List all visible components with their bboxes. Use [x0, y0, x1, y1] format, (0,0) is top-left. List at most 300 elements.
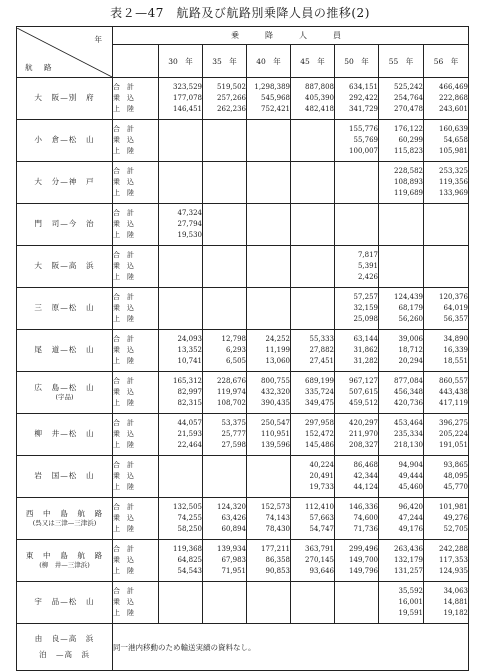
value-cell — [203, 582, 247, 624]
value: 253,325 — [439, 167, 468, 176]
value — [379, 230, 423, 241]
type-label: 乗 込 — [113, 472, 134, 481]
value: 31,282 — [353, 356, 378, 365]
value: 297,958 — [305, 419, 334, 428]
value — [203, 261, 246, 272]
route-cell — [17, 582, 113, 624]
type-label: 上 陸 — [113, 566, 134, 575]
value: 82,315 — [177, 398, 202, 407]
value: 133,969 — [439, 188, 468, 197]
value-cell — [159, 414, 203, 456]
route-name: 大 阪—高 浜 — [34, 261, 95, 271]
value: 108,893 — [394, 178, 423, 187]
value-cell — [159, 372, 203, 414]
value: 18,712 — [398, 346, 423, 355]
table-row — [17, 120, 469, 162]
value — [291, 177, 334, 188]
value: 63,144 — [353, 335, 378, 344]
value-cell — [335, 120, 379, 162]
value-cell — [159, 540, 203, 582]
value: 160,639 — [439, 125, 468, 134]
table-row — [17, 288, 469, 330]
value: 456,348 — [394, 388, 423, 397]
value-cell — [379, 582, 424, 624]
type-label: 合 計 — [113, 461, 134, 470]
value-cell — [335, 456, 379, 498]
value — [291, 208, 334, 219]
type-label: 上 陸 — [113, 188, 134, 197]
type-labels-cell — [113, 498, 159, 540]
value: 119,689 — [394, 188, 423, 197]
value — [291, 250, 334, 261]
value — [247, 124, 290, 135]
type-label: 乗 込 — [113, 346, 134, 355]
value: 49,444 — [398, 472, 423, 481]
value — [247, 586, 290, 597]
value — [159, 250, 202, 261]
value: 13,060 — [265, 356, 290, 365]
value: 108,702 — [217, 398, 246, 407]
value-cell — [291, 540, 335, 582]
value: 124,935 — [439, 566, 468, 575]
value — [159, 177, 202, 188]
value: 68,179 — [398, 304, 423, 313]
type-label: 上 陸 — [113, 146, 134, 155]
value: 117,353 — [439, 556, 468, 565]
type-label: 合 計 — [113, 83, 134, 92]
value: 100,007 — [349, 146, 378, 155]
type-label: 乗 込 — [113, 598, 134, 607]
route-cell — [17, 330, 113, 372]
value: 6,505 — [225, 356, 246, 365]
table-row — [17, 540, 469, 582]
value: 800,755 — [261, 377, 290, 386]
value — [424, 230, 468, 241]
value — [203, 177, 246, 188]
value — [203, 292, 246, 303]
value: 55,769 — [353, 136, 378, 145]
value: 105,981 — [439, 146, 468, 155]
value-cell — [291, 582, 335, 624]
value-cell — [203, 456, 247, 498]
value: 545,968 — [261, 94, 290, 103]
value: 47,244 — [398, 514, 423, 523]
value-cell — [247, 456, 291, 498]
value-cell — [247, 246, 291, 288]
value: 420,297 — [349, 419, 378, 428]
value-cell — [379, 162, 424, 204]
value: 242,288 — [439, 545, 468, 554]
value: 67,983 — [221, 556, 246, 565]
value-cell — [424, 456, 469, 498]
value — [379, 250, 423, 261]
value: 13,352 — [177, 346, 202, 355]
value — [159, 292, 202, 303]
value-cell — [424, 498, 469, 540]
value: 16,001 — [398, 598, 423, 607]
value: 132,179 — [394, 556, 423, 565]
type-label: 上 陸 — [113, 230, 134, 239]
value: 78,430 — [265, 524, 290, 533]
value-cell — [424, 582, 469, 624]
value-cell — [159, 162, 203, 204]
value-cell — [203, 414, 247, 456]
value — [335, 166, 378, 177]
value: 176,122 — [394, 125, 423, 134]
value-cell — [335, 414, 379, 456]
value: 405,390 — [305, 94, 334, 103]
value: 139,596 — [261, 440, 290, 449]
page-title: 表２—47 航路及び航路別乗降人員の推移(2) — [110, 6, 370, 20]
value — [247, 166, 290, 177]
type-label: 合 計 — [113, 545, 134, 554]
value: 93,646 — [309, 566, 334, 575]
value — [247, 303, 290, 314]
type-label: 乗 込 — [113, 136, 134, 145]
value — [203, 586, 246, 597]
value-cell — [203, 498, 247, 540]
type-labels-cell — [113, 414, 159, 456]
value — [159, 482, 202, 493]
value: 49,276 — [443, 514, 468, 523]
value-cell — [379, 540, 424, 582]
value-cell — [247, 582, 291, 624]
value: 341,729 — [349, 104, 378, 113]
value-cell — [291, 498, 335, 540]
value: 115,823 — [394, 146, 423, 155]
route-cell — [17, 288, 113, 330]
value — [203, 230, 246, 241]
value — [379, 219, 423, 230]
value: 177,078 — [173, 94, 202, 103]
route-name: 尾 道—松 山 — [34, 345, 95, 355]
value-cell — [247, 330, 291, 372]
value: 57,257 — [353, 293, 378, 302]
value: 119,974 — [217, 388, 246, 397]
value-cell — [335, 162, 379, 204]
value-cell — [159, 204, 203, 246]
type-label: 上 陸 — [113, 440, 134, 449]
type-label: 上 陸 — [113, 482, 134, 491]
value — [159, 471, 202, 482]
route-subname: (宇品) — [55, 393, 74, 402]
value-cell — [247, 540, 291, 582]
route-name: 三 原—松 山 — [34, 303, 95, 313]
value-cell — [379, 330, 424, 372]
value: 519,502 — [217, 83, 246, 92]
value — [159, 608, 202, 619]
value — [247, 471, 290, 482]
passenger-table — [16, 26, 469, 671]
value: 257,266 — [217, 94, 246, 103]
route-cell — [17, 78, 113, 120]
type-label: 合 計 — [113, 167, 134, 176]
type-labels-cell — [113, 78, 159, 120]
value-cell — [247, 162, 291, 204]
value: 40,224 — [309, 461, 334, 470]
value-cell — [291, 414, 335, 456]
value — [335, 219, 378, 230]
value-cell — [291, 162, 335, 204]
value-cell — [424, 330, 469, 372]
type-labels-cell — [113, 204, 159, 246]
route-cell — [17, 120, 113, 162]
value — [335, 608, 378, 619]
value — [247, 460, 290, 471]
value-cell — [291, 330, 335, 372]
value: 860,557 — [439, 377, 468, 386]
value — [291, 124, 334, 135]
type-label: 上 陸 — [113, 356, 134, 365]
route-axis-label: 航 路 — [25, 62, 54, 72]
value-cell — [247, 414, 291, 456]
value-cell — [424, 414, 469, 456]
value: 52,705 — [443, 524, 468, 533]
value-cell — [379, 414, 424, 456]
type-label: 合 計 — [113, 587, 134, 596]
value-cell — [291, 372, 335, 414]
value — [203, 219, 246, 230]
value — [291, 597, 334, 608]
value: 53,375 — [221, 419, 246, 428]
value — [159, 272, 202, 283]
value: 20,491 — [309, 472, 334, 481]
value: 55,333 — [309, 335, 334, 344]
value: 19,591 — [398, 608, 423, 617]
table-row — [17, 78, 469, 120]
value: 63,426 — [221, 514, 246, 523]
value: 124,320 — [217, 503, 246, 512]
value — [203, 597, 246, 608]
value — [247, 208, 290, 219]
value — [291, 261, 334, 272]
value-cell — [335, 330, 379, 372]
value — [247, 292, 290, 303]
value: 262,236 — [217, 104, 246, 113]
value: 35,592 — [398, 587, 423, 596]
type-label: 上 陸 — [113, 524, 134, 533]
value — [335, 597, 378, 608]
value — [335, 586, 378, 597]
type-column-header — [113, 45, 159, 78]
value: 299,496 — [349, 545, 378, 554]
value — [159, 460, 202, 471]
type-label: 上 陸 — [113, 608, 134, 617]
value: 74,255 — [177, 514, 202, 523]
value: 208,327 — [349, 440, 378, 449]
value-cell — [424, 162, 469, 204]
value: 74,600 — [353, 514, 378, 523]
value-cell — [335, 540, 379, 582]
value: 228,676 — [217, 377, 246, 386]
value: 634,151 — [349, 83, 378, 92]
value — [291, 292, 334, 303]
value — [291, 230, 334, 241]
value — [203, 272, 246, 283]
value-cell — [203, 78, 247, 120]
value-cell — [291, 456, 335, 498]
note-route-cell — [17, 624, 113, 671]
value — [335, 177, 378, 188]
value-cell — [159, 456, 203, 498]
value: 110,951 — [261, 430, 290, 439]
value: 60,299 — [398, 136, 423, 145]
value: 432,320 — [261, 388, 290, 397]
type-label: 合 計 — [113, 209, 134, 218]
value: 27,882 — [309, 346, 334, 355]
table-row — [17, 162, 469, 204]
value: 101,981 — [439, 503, 468, 512]
table-row — [17, 204, 469, 246]
value-cell — [203, 204, 247, 246]
value-cell — [379, 78, 424, 120]
value: 57,663 — [309, 514, 334, 523]
route-name: 大 分—神 戸 — [34, 177, 95, 187]
value-cell — [379, 372, 424, 414]
value — [335, 208, 378, 219]
value: 149,700 — [349, 556, 378, 565]
value: 11,199 — [265, 346, 290, 355]
value: 131,257 — [394, 566, 423, 575]
value-cell — [159, 78, 203, 120]
year-header: 40 年 — [247, 45, 291, 78]
route-name: 大 阪—別 府 — [34, 93, 95, 103]
type-label: 乗 込 — [113, 262, 134, 271]
value: 10,741 — [177, 356, 202, 365]
value — [203, 188, 246, 199]
table-row — [17, 456, 469, 498]
value: 94,904 — [398, 461, 423, 470]
value: 146,336 — [349, 503, 378, 512]
value — [247, 597, 290, 608]
value: 177,211 — [261, 545, 290, 554]
value-cell — [335, 582, 379, 624]
value-cell — [159, 120, 203, 162]
type-labels-cell — [113, 582, 159, 624]
value — [335, 188, 378, 199]
value: 60,894 — [221, 524, 246, 533]
value — [203, 250, 246, 261]
value-cell — [159, 330, 203, 372]
value: 119,368 — [173, 545, 202, 554]
year-header: 55 年 — [379, 45, 424, 78]
table-row — [17, 498, 469, 540]
value: 270,145 — [305, 556, 334, 565]
value-cell — [203, 288, 247, 330]
value: 453,464 — [394, 419, 423, 428]
value: 2,426 — [357, 272, 378, 281]
value: 7,817 — [357, 251, 378, 260]
route-cell — [17, 246, 113, 288]
value: 27,794 — [177, 220, 202, 229]
value — [291, 586, 334, 597]
value-cell — [424, 120, 469, 162]
value — [247, 272, 290, 283]
route-name: 門 司—今 治 — [34, 219, 95, 229]
type-labels-cell — [113, 162, 159, 204]
value-cell — [203, 120, 247, 162]
value: 420,736 — [394, 398, 423, 407]
type-label: 合 計 — [113, 335, 134, 344]
value-cell — [159, 288, 203, 330]
value: 93,865 — [443, 461, 468, 470]
value-cell — [203, 162, 247, 204]
value — [247, 314, 290, 325]
value: 390,435 — [261, 398, 290, 407]
value — [379, 272, 423, 283]
year-header: 35 年 — [203, 45, 247, 78]
value — [247, 188, 290, 199]
type-labels-cell — [113, 540, 159, 582]
year-header: 50 年 — [335, 45, 379, 78]
value — [291, 608, 334, 619]
value-cell — [379, 246, 424, 288]
value: 19,182 — [443, 608, 468, 617]
year-header: 30 年 — [159, 45, 203, 78]
value — [291, 166, 334, 177]
value — [203, 146, 246, 157]
value: 25,777 — [221, 430, 246, 439]
value: 22,464 — [177, 440, 202, 449]
type-labels-cell — [113, 456, 159, 498]
value: 42,344 — [353, 472, 378, 481]
type-label: 乗 込 — [113, 388, 134, 397]
value — [159, 166, 202, 177]
value: 417,119 — [439, 398, 468, 407]
value: 525,242 — [394, 83, 423, 92]
value-cell — [379, 456, 424, 498]
value: 205,224 — [439, 430, 468, 439]
type-label: 乗 込 — [113, 556, 134, 565]
value — [247, 177, 290, 188]
route-cell — [17, 204, 113, 246]
value-cell — [424, 540, 469, 582]
value — [247, 230, 290, 241]
value — [291, 303, 334, 314]
value-cell — [247, 498, 291, 540]
value-cell — [379, 288, 424, 330]
table-row — [17, 414, 469, 456]
value: 145,486 — [305, 440, 334, 449]
type-label: 合 計 — [113, 377, 134, 386]
value: 31,862 — [353, 346, 378, 355]
value: 19,733 — [309, 482, 334, 491]
header-corner — [17, 27, 113, 78]
route-name: 柳 井—松 山 — [34, 429, 95, 439]
value: 34,890 — [443, 335, 468, 344]
value: 48,095 — [443, 472, 468, 481]
route-name: 小 倉—松 山 — [34, 135, 95, 145]
value: 120,376 — [439, 293, 468, 302]
value — [291, 219, 334, 230]
value: 222,868 — [439, 94, 468, 103]
value: 21,593 — [177, 430, 202, 439]
value: 155,776 — [349, 125, 378, 134]
value-cell — [247, 288, 291, 330]
value: 71,736 — [353, 524, 378, 533]
value: 86,468 — [353, 461, 378, 470]
value — [291, 188, 334, 199]
value — [159, 314, 202, 325]
value — [291, 146, 334, 157]
value-cell — [335, 78, 379, 120]
value: 689,199 — [305, 377, 334, 386]
value-cell — [335, 204, 379, 246]
value: 335,724 — [305, 388, 334, 397]
value — [159, 303, 202, 314]
value-cell — [203, 372, 247, 414]
type-label: 乗 込 — [113, 514, 134, 523]
